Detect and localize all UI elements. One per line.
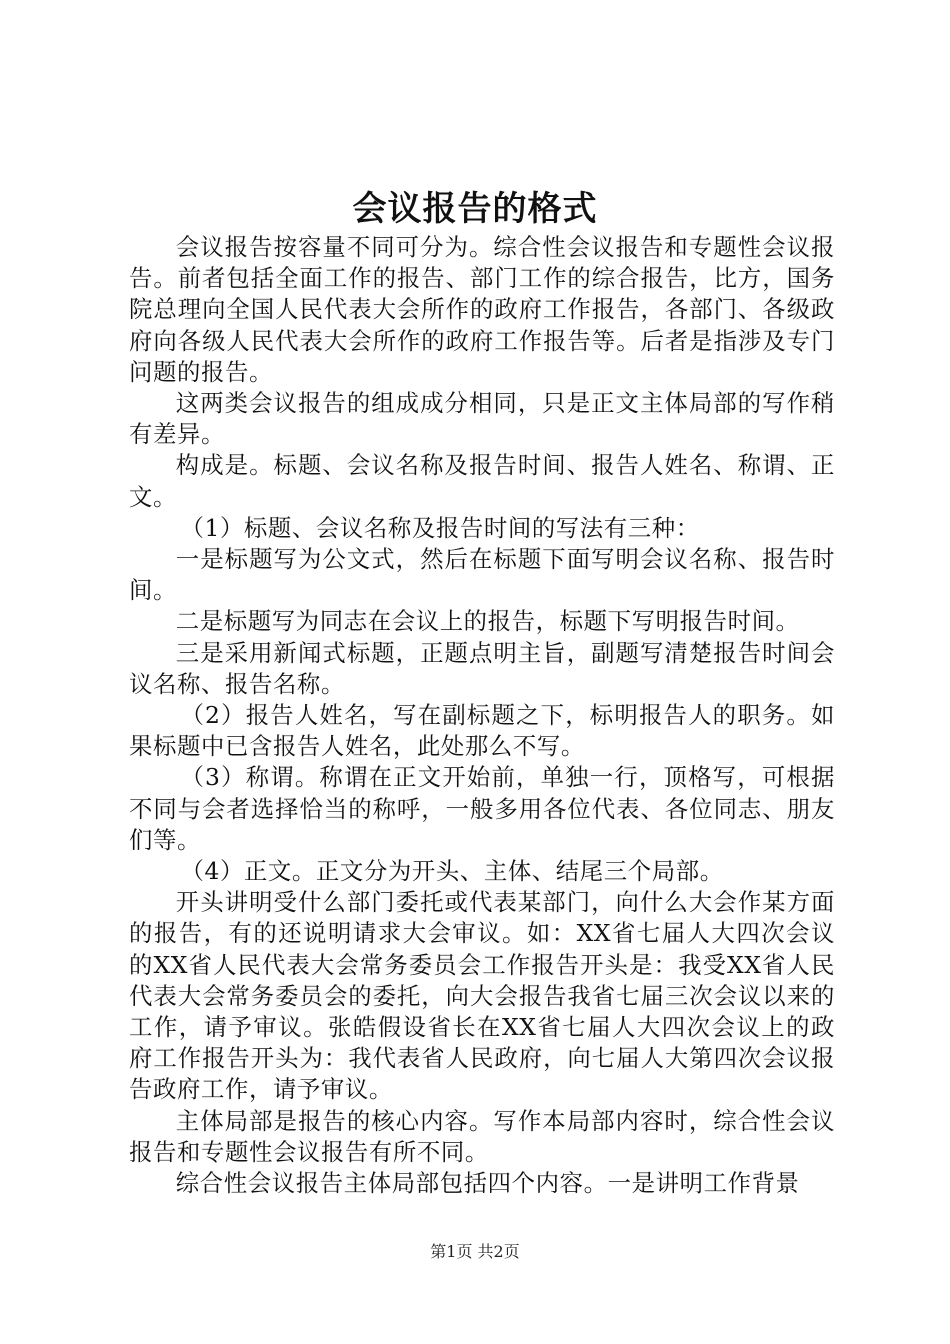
paragraph: 会议报告按容量不同可分为。综合性会议报告和专题性会议报告。前者包括全面工作的报告、部门工作的综合报告，比方，国务院总理向全国人民代表大会所作的政府工作报告，各部门、各级政府向各级人民代表大会所作的政府工作报告等。后者是指涉及专门问题的报告。 (129, 233, 835, 386)
paragraph: （1）标题、会议名称及报告时间的写法有三种： (180, 513, 700, 542)
paragraph: 综合性会议报告主体局部包括四个内容。一是讲明工作背景 (175, 1169, 800, 1198)
page-footer (0, 1240, 950, 1264)
paragraph: （2）报告人姓名，写在副标题之下，标明报告人的职务。如果标题中已含报告人姓名，此处那么不写。 (129, 701, 835, 761)
paragraph: 主体局部是报告的核心内容。写作本局部内容时，综合性会议报告和专题性会议报告有所不同。 (129, 1106, 835, 1166)
paragraph: 这两类会议报告的组成成分相同，只是正文主体局部的写作稍有差异。 (129, 389, 835, 449)
document-title: 会议报告的格式 (352, 189, 598, 229)
paragraph: 三是采用新闻式标题，正题点明主旨，副题写清楚报告时间会议名称、报告名称。 (129, 638, 835, 698)
paragraph: 二是标题写为同志在会议上的报告，标题下写明报告时间。 (175, 607, 800, 636)
paragraph: （4）正文。正文分为开头、主体、结尾三个局部。 (180, 857, 724, 886)
paragraph: 开头讲明受什么部门委托或代表某部门，向什么大会作某方面的报告，有的还说明请求大会审议。如：XX省七届人大四次会议的XX省人民代表大会常务委员会工作报告开头是：我受XX省人民代表大会常务委员会的委托，向大会报告我省七届三次会议以来的工作，请予审议。张皓假设省长在XX省七届人大四次会议上的政府工作报告开头为：我代表省人民政府，向七届人大第四次会议报告政府工作，请予审议。 (129, 888, 835, 1104)
paragraph: 构成是。标题、会议名称及报告时间、报告人姓名、称谓、正文。 (129, 451, 835, 511)
document-body (129, 232, 835, 1199)
page-number-label: 第1页 共2页 (430, 1242, 520, 1261)
paragraph: 一是标题写为公文式，然后在标题下面写明会议名称、报告时间。 (129, 545, 835, 605)
paragraph: （3）称谓。称谓在正文开始前，单独一行，顶格写，可根据不同与会者选择恰当的称呼，一般多用各位代表、各位同志、朋友们等。 (129, 763, 835, 854)
